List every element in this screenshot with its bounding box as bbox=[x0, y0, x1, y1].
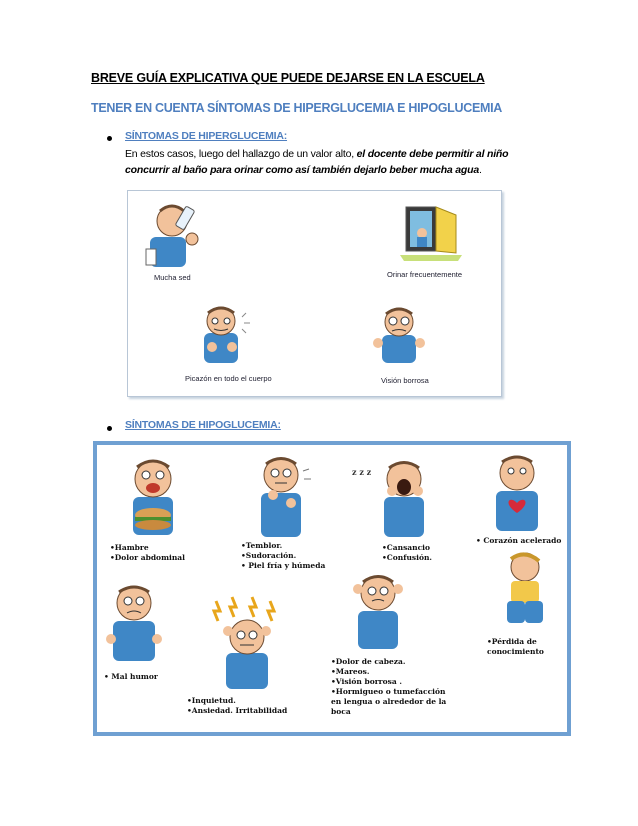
caption-corazon: • Corazón acelerado bbox=[476, 536, 562, 545]
caption-vision: Visión borrosa bbox=[381, 376, 429, 385]
page-subtitle: TENER EN CUENTA SÍNTOMAS DE HIPERGLUCEMIA E HIPOGLUCEMIA bbox=[91, 101, 503, 115]
hyper-text-plain: En estos casos, luego del hallazgo de un valor alto, bbox=[125, 148, 357, 160]
bullet-icon bbox=[107, 136, 112, 141]
caption-temblor: •Temblor. •Sudoración. • Piel fría y húmeda bbox=[241, 541, 326, 570]
headache-boy-icon bbox=[342, 569, 414, 651]
hypo-illustration-panel bbox=[93, 441, 571, 736]
fainted-boy-icon bbox=[495, 549, 553, 629]
bullet-icon bbox=[107, 426, 112, 431]
caption-cansancio: •Cansancio •Confusión. bbox=[382, 543, 433, 562]
trembling-boy-icon bbox=[247, 451, 315, 539]
hyper-paragraph bbox=[125, 146, 565, 178]
caption-mucha-sed: Mucha sed bbox=[154, 273, 191, 282]
caption-dolor: •Dolor de cabeza. •Mareos. •Visión borrosa . •Hormigueo o tumefacción en lengua o alrededor de la boca bbox=[331, 657, 447, 716]
hyper-heading: SÍNTOMAS DE HIPERGLUCEMIA: bbox=[125, 130, 288, 142]
caption-picazon: Picazón en todo el cuerpo bbox=[185, 374, 272, 383]
caption-perdida: •Pérdida de conocimiento bbox=[487, 637, 544, 656]
hungry-boy-icon bbox=[117, 453, 189, 539]
caption-orinar: Orinar frecuentemente bbox=[387, 270, 463, 279]
toilet-door-icon bbox=[400, 203, 462, 261]
page-title: BREVE GUÍA EXPLICATIVA QUE PUEDE DEJARSE EN LA ESCUELA bbox=[91, 71, 485, 85]
drinking-boy-icon bbox=[138, 199, 208, 269]
racing-heart-boy-icon bbox=[484, 451, 550, 533]
hyper-text-bold-1: el docente debe permitir al niño bbox=[356, 148, 509, 160]
tired-boy-icon bbox=[372, 455, 438, 539]
caption-humor: • Mal humor bbox=[104, 672, 158, 681]
hyper-text-bold-2: concurrir al baño para orinar como así también dejarlo beber mucha agua bbox=[125, 164, 479, 176]
caption-hambre: •Hambre •Dolor abdominal bbox=[110, 543, 186, 562]
grumpy-boy-icon bbox=[101, 581, 167, 663]
hypo-heading: SÍNTOMAS DE HIPOGLUCEMIA: bbox=[125, 419, 281, 431]
hyper-illustration-panel bbox=[127, 190, 502, 397]
blurry-vision-boy-icon bbox=[366, 303, 432, 365]
itching-boy-icon bbox=[190, 303, 256, 365]
anxious-boy-icon bbox=[202, 595, 292, 691]
caption-inquietud: •Inquietud. •Ansiedad. Irritabilidad bbox=[187, 696, 288, 715]
hyper-text-end: . bbox=[479, 164, 482, 176]
zzz-label: z z z bbox=[352, 467, 372, 477]
